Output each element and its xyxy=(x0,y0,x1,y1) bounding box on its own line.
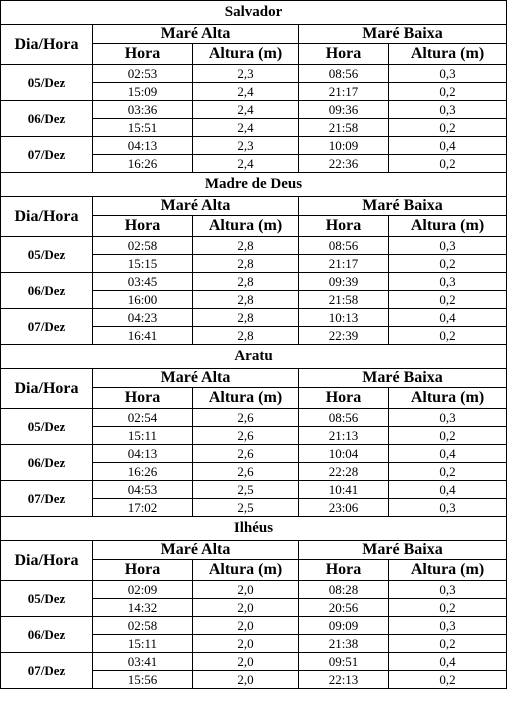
low-tide-hour: 22:36 xyxy=(299,155,389,173)
day-hour-header: Dia/Hora xyxy=(1,541,93,581)
day-hour-header: Dia/Hora xyxy=(1,197,93,237)
table-row xyxy=(1,653,507,671)
low-tide-hour: 21:13 xyxy=(299,427,389,445)
low-tide-height: 0,2 xyxy=(389,463,507,481)
low-tide-height: 0,4 xyxy=(389,445,507,463)
high-tide-height: 2,0 xyxy=(193,635,299,653)
low-tide-hour: 21:58 xyxy=(299,291,389,309)
height-header: Altura (m) xyxy=(389,44,507,65)
high-tide-hour: 04:53 xyxy=(93,481,193,499)
high-tide-header: Maré Alta xyxy=(93,369,299,388)
day-label: 07/Dez xyxy=(1,309,93,345)
group-header-row xyxy=(1,197,507,216)
high-tide-hour: 03:36 xyxy=(93,101,193,119)
height-header: Altura (m) xyxy=(193,388,299,409)
high-tide-hour: 02:09 xyxy=(93,581,193,599)
low-tide-height: 0,2 xyxy=(389,255,507,273)
high-tide-height: 2,4 xyxy=(193,155,299,173)
table-row xyxy=(1,481,507,499)
low-tide-header: Maré Baixa xyxy=(299,197,507,216)
height-header: Altura (m) xyxy=(193,216,299,237)
low-tide-hour: 22:39 xyxy=(299,327,389,345)
day-label: 06/Dez xyxy=(1,445,93,481)
high-tide-hour: 15:15 xyxy=(93,255,193,273)
table-row xyxy=(1,581,507,599)
high-tide-height: 2,8 xyxy=(193,237,299,255)
high-tide-hour: 14:32 xyxy=(93,599,193,617)
high-tide-hour: 16:26 xyxy=(93,155,193,173)
low-tide-height: 0,2 xyxy=(389,327,507,345)
height-header: Altura (m) xyxy=(389,216,507,237)
low-tide-height: 0,2 xyxy=(389,83,507,101)
low-tide-hour: 23:06 xyxy=(299,499,389,517)
high-tide-height: 2,6 xyxy=(193,463,299,481)
low-tide-hour: 09:09 xyxy=(299,617,389,635)
day-hour-header: Dia/Hora xyxy=(1,25,93,65)
low-tide-height: 0,3 xyxy=(389,101,507,119)
station-title-row xyxy=(1,345,507,369)
high-tide-header: Maré Alta xyxy=(93,541,299,560)
low-tide-hour: 22:13 xyxy=(299,671,389,689)
high-tide-height: 2,0 xyxy=(193,653,299,671)
group-header-row xyxy=(1,541,507,560)
low-tide-height: 0,2 xyxy=(389,599,507,617)
height-header: Altura (m) xyxy=(389,560,507,581)
day-label: 07/Dez xyxy=(1,137,93,173)
low-tide-height: 0,4 xyxy=(389,653,507,671)
day-label: 05/Dez xyxy=(1,65,93,101)
station-title-row xyxy=(1,517,507,541)
low-tide-hour: 08:28 xyxy=(299,581,389,599)
table-row xyxy=(1,137,507,155)
high-tide-hour: 16:00 xyxy=(93,291,193,309)
day-label: 06/Dez xyxy=(1,273,93,309)
table-row xyxy=(1,445,507,463)
high-tide-hour: 02:53 xyxy=(93,65,193,83)
table-row xyxy=(1,617,507,635)
station-title-row xyxy=(1,1,507,25)
high-tide-hour: 03:45 xyxy=(93,273,193,291)
hour-header: Hora xyxy=(93,216,193,237)
group-header-row xyxy=(1,25,507,44)
low-tide-height: 0,2 xyxy=(389,635,507,653)
high-tide-hour: 03:41 xyxy=(93,653,193,671)
low-tide-hour: 10:41 xyxy=(299,481,389,499)
low-tide-height: 0,3 xyxy=(389,581,507,599)
low-tide-hour: 10:04 xyxy=(299,445,389,463)
low-tide-height: 0,3 xyxy=(389,237,507,255)
high-tide-height: 2,8 xyxy=(193,309,299,327)
high-tide-height: 2,5 xyxy=(193,499,299,517)
low-tide-height: 0,2 xyxy=(389,427,507,445)
high-tide-height: 2,8 xyxy=(193,327,299,345)
high-tide-hour: 17:02 xyxy=(93,499,193,517)
high-tide-height: 2,0 xyxy=(193,617,299,635)
day-label: 05/Dez xyxy=(1,581,93,617)
high-tide-hour: 15:11 xyxy=(93,427,193,445)
high-tide-hour: 16:41 xyxy=(93,327,193,345)
hour-header: Hora xyxy=(299,44,389,65)
height-header: Altura (m) xyxy=(193,560,299,581)
station-name: Madre de Deus xyxy=(1,173,507,197)
low-tide-height: 0,2 xyxy=(389,291,507,309)
hour-header: Hora xyxy=(93,560,193,581)
high-tide-height: 2,6 xyxy=(193,409,299,427)
high-tide-height: 2,3 xyxy=(193,65,299,83)
height-header: Altura (m) xyxy=(389,388,507,409)
low-tide-hour: 09:51 xyxy=(299,653,389,671)
high-tide-height: 2,0 xyxy=(193,671,299,689)
hour-header: Hora xyxy=(93,388,193,409)
high-tide-hour: 15:09 xyxy=(93,83,193,101)
low-tide-hour: 22:28 xyxy=(299,463,389,481)
low-tide-height: 0,2 xyxy=(389,671,507,689)
high-tide-hour: 16:26 xyxy=(93,463,193,481)
hour-header: Hora xyxy=(299,388,389,409)
group-header-row xyxy=(1,369,507,388)
low-tide-hour: 08:56 xyxy=(299,65,389,83)
high-tide-height: 2,0 xyxy=(193,599,299,617)
low-tide-height: 0,4 xyxy=(389,309,507,327)
low-tide-hour: 08:56 xyxy=(299,409,389,427)
high-tide-header: Maré Alta xyxy=(93,197,299,216)
low-tide-hour: 09:39 xyxy=(299,273,389,291)
station-name: Salvador xyxy=(1,1,507,25)
high-tide-height: 2,6 xyxy=(193,445,299,463)
low-tide-hour: 21:17 xyxy=(299,83,389,101)
low-tide-height: 0,4 xyxy=(389,481,507,499)
high-tide-hour: 15:11 xyxy=(93,635,193,653)
day-label: 05/Dez xyxy=(1,237,93,273)
day-label: 05/Dez xyxy=(1,409,93,445)
high-tide-height: 2,8 xyxy=(193,255,299,273)
low-tide-hour: 08:56 xyxy=(299,237,389,255)
low-tide-hour: 10:13 xyxy=(299,309,389,327)
low-tide-hour: 21:38 xyxy=(299,635,389,653)
high-tide-height: 2,4 xyxy=(193,119,299,137)
high-tide-height: 2,8 xyxy=(193,291,299,309)
high-tide-height: 2,6 xyxy=(193,427,299,445)
height-header: Altura (m) xyxy=(193,44,299,65)
station-name: Aratu xyxy=(1,345,507,369)
day-label: 06/Dez xyxy=(1,617,93,653)
high-tide-height: 2,0 xyxy=(193,581,299,599)
table-row xyxy=(1,309,507,327)
high-tide-height: 2,8 xyxy=(193,273,299,291)
high-tide-hour: 15:56 xyxy=(93,671,193,689)
low-tide-height: 0,3 xyxy=(389,409,507,427)
high-tide-hour: 04:23 xyxy=(93,309,193,327)
low-tide-header: Maré Baixa xyxy=(299,369,507,388)
low-tide-height: 0,3 xyxy=(389,273,507,291)
low-tide-header: Maré Baixa xyxy=(299,25,507,44)
table-row xyxy=(1,409,507,427)
low-tide-height: 0,3 xyxy=(389,499,507,517)
low-tide-height: 0,3 xyxy=(389,617,507,635)
station-name: Ilhéus xyxy=(1,517,507,541)
station-title-row xyxy=(1,173,507,197)
low-tide-height: 0,2 xyxy=(389,155,507,173)
high-tide-hour: 04:13 xyxy=(93,137,193,155)
hour-header: Hora xyxy=(299,560,389,581)
day-label: 06/Dez xyxy=(1,101,93,137)
high-tide-header: Maré Alta xyxy=(93,25,299,44)
low-tide-height: 0,4 xyxy=(389,137,507,155)
table-row xyxy=(1,65,507,83)
high-tide-hour: 02:54 xyxy=(93,409,193,427)
high-tide-height: 2,4 xyxy=(193,101,299,119)
table-row xyxy=(1,101,507,119)
low-tide-hour: 21:17 xyxy=(299,255,389,273)
day-hour-header: Dia/Hora xyxy=(1,369,93,409)
hour-header: Hora xyxy=(93,44,193,65)
day-label: 07/Dez xyxy=(1,653,93,689)
low-tide-height: 0,2 xyxy=(389,119,507,137)
high-tide-hour: 02:58 xyxy=(93,237,193,255)
table-row xyxy=(1,273,507,291)
low-tide-height: 0,3 xyxy=(389,65,507,83)
low-tide-hour: 10:09 xyxy=(299,137,389,155)
high-tide-height: 2,4 xyxy=(193,83,299,101)
high-tide-hour: 04:13 xyxy=(93,445,193,463)
day-label: 07/Dez xyxy=(1,481,93,517)
high-tide-hour: 15:51 xyxy=(93,119,193,137)
high-tide-height: 2,5 xyxy=(193,481,299,499)
low-tide-hour: 21:58 xyxy=(299,119,389,137)
low-tide-hour: 09:36 xyxy=(299,101,389,119)
low-tide-hour: 20:56 xyxy=(299,599,389,617)
low-tide-header: Maré Baixa xyxy=(299,541,507,560)
high-tide-hour: 02:58 xyxy=(93,617,193,635)
table-row xyxy=(1,237,507,255)
hour-header: Hora xyxy=(299,216,389,237)
high-tide-height: 2,3 xyxy=(193,137,299,155)
